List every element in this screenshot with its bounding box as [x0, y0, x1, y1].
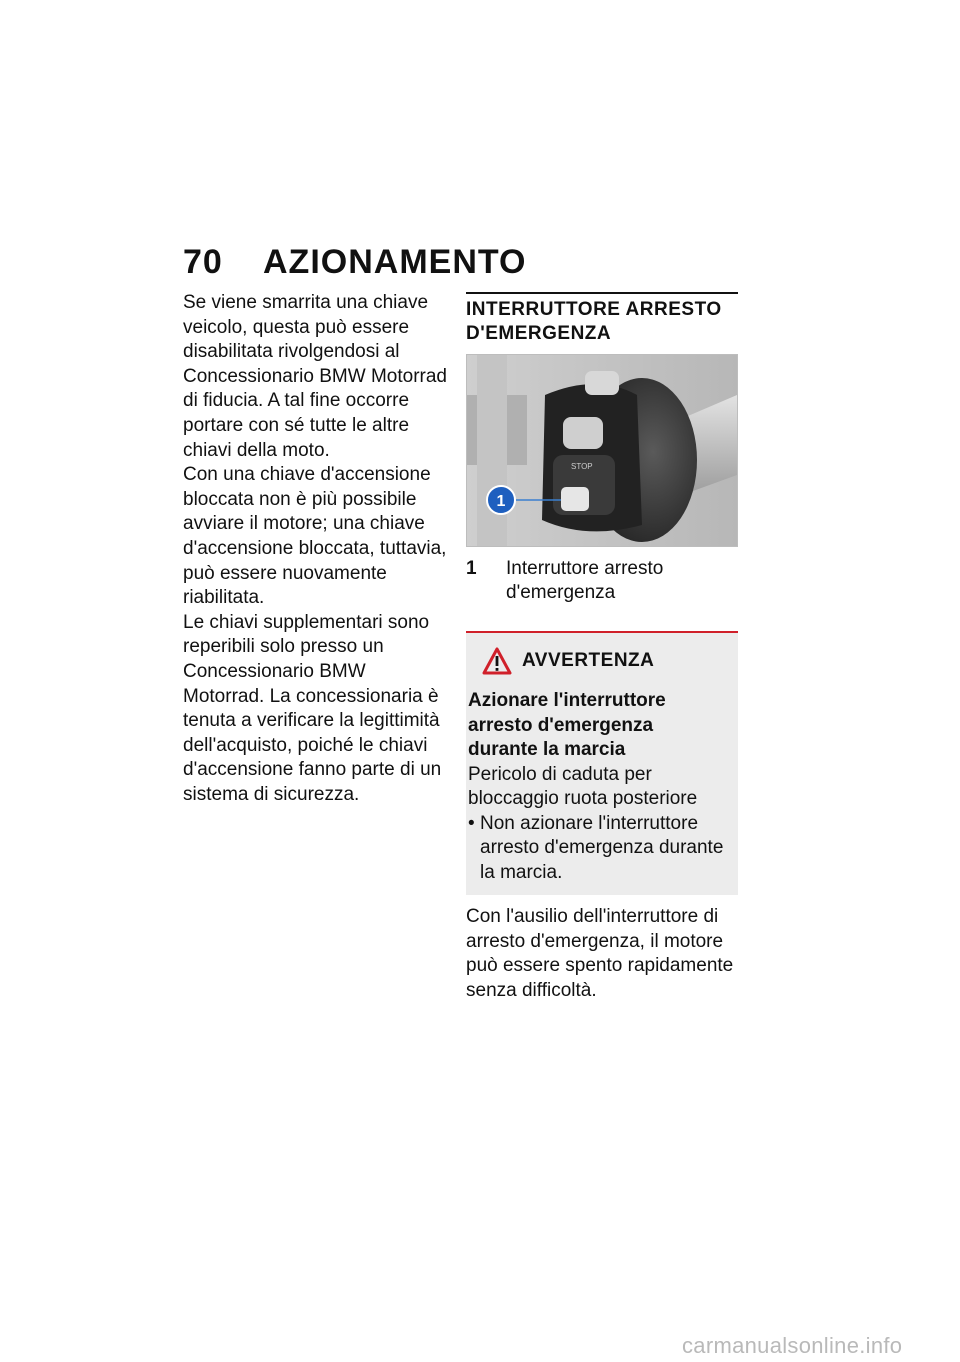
paragraph-blocked-key: Con una chiave d'accensione bloccata non è più possibile avviare il motore; una chiave d'accensione bloccata, tuttavia, può essere nuovamente riabilitata. — [183, 464, 447, 609]
caption-text: Interruttore arresto d'emergenza — [506, 558, 664, 603]
callout-number: 1 — [496, 493, 506, 510]
top-button — [585, 371, 619, 395]
section-title-line1: INTERRUTTORE ARRESTO — [466, 299, 722, 320]
paragraph-emergency-stop: Con l'ausilio dell'interruttore di arresto d'emergenza, il motore può essere spento rapidamente senza difficoltà. — [466, 906, 734, 1001]
warning-bullet-text: Non azionare l'interruttore arresto d'emergenza durante la marcia. — [480, 812, 724, 883]
handlebar-switch-photo — [466, 354, 738, 547]
page-title: AZIONAMENTO — [263, 243, 527, 281]
watermark: carmanualsonline.info — [682, 1333, 903, 1358]
emergency-stop-switch — [561, 487, 589, 511]
page-header — [183, 243, 526, 282]
warning-box — [466, 631, 738, 895]
warning-triangle-icon — [482, 647, 512, 675]
section-title-line2: D'EMERGENZA — [466, 323, 612, 344]
handlebar-switch-illustration — [467, 355, 737, 546]
section-rule — [466, 292, 738, 294]
section-title — [466, 298, 738, 346]
upper-button — [563, 417, 603, 449]
switch-stop-label: STOP — [571, 462, 593, 471]
warning-bullet — [468, 812, 728, 886]
paragraph-extra-keys: Le chiavi supplementari sono reperibili solo presso un Concessionario BMW Motorrad. La concessionaria è tenuta a verificare la legittimità dell'acquisto, poiché le chiavi d'accensione fanno parte di un sistema di sicurezza. — [183, 611, 442, 805]
figure-caption — [466, 557, 738, 605]
right-column — [466, 292, 738, 1003]
warning-description: Pericolo di caduta per bloccaggio ruota posteriore — [468, 763, 698, 809]
warning-header — [468, 647, 728, 675]
warning-label: AVVERTENZA — [522, 650, 655, 671]
paragraph-lost-key: Se viene smarrita una chiave veicolo, questa può essere disabilitata rivolgendosi al Concessionario BMW Motorrad di fiducia. A tal fine occorre portare con sé tutte le altre chiavi della moto. — [183, 292, 447, 461]
left-column — [183, 291, 449, 807]
page-number: 70 — [183, 243, 223, 281]
warning-title: Azionare l'interruttore arresto d'emergenza durante la marcia — [468, 690, 666, 760]
bullet-dot: • — [468, 812, 475, 834]
caption-number: 1 — [466, 558, 477, 579]
